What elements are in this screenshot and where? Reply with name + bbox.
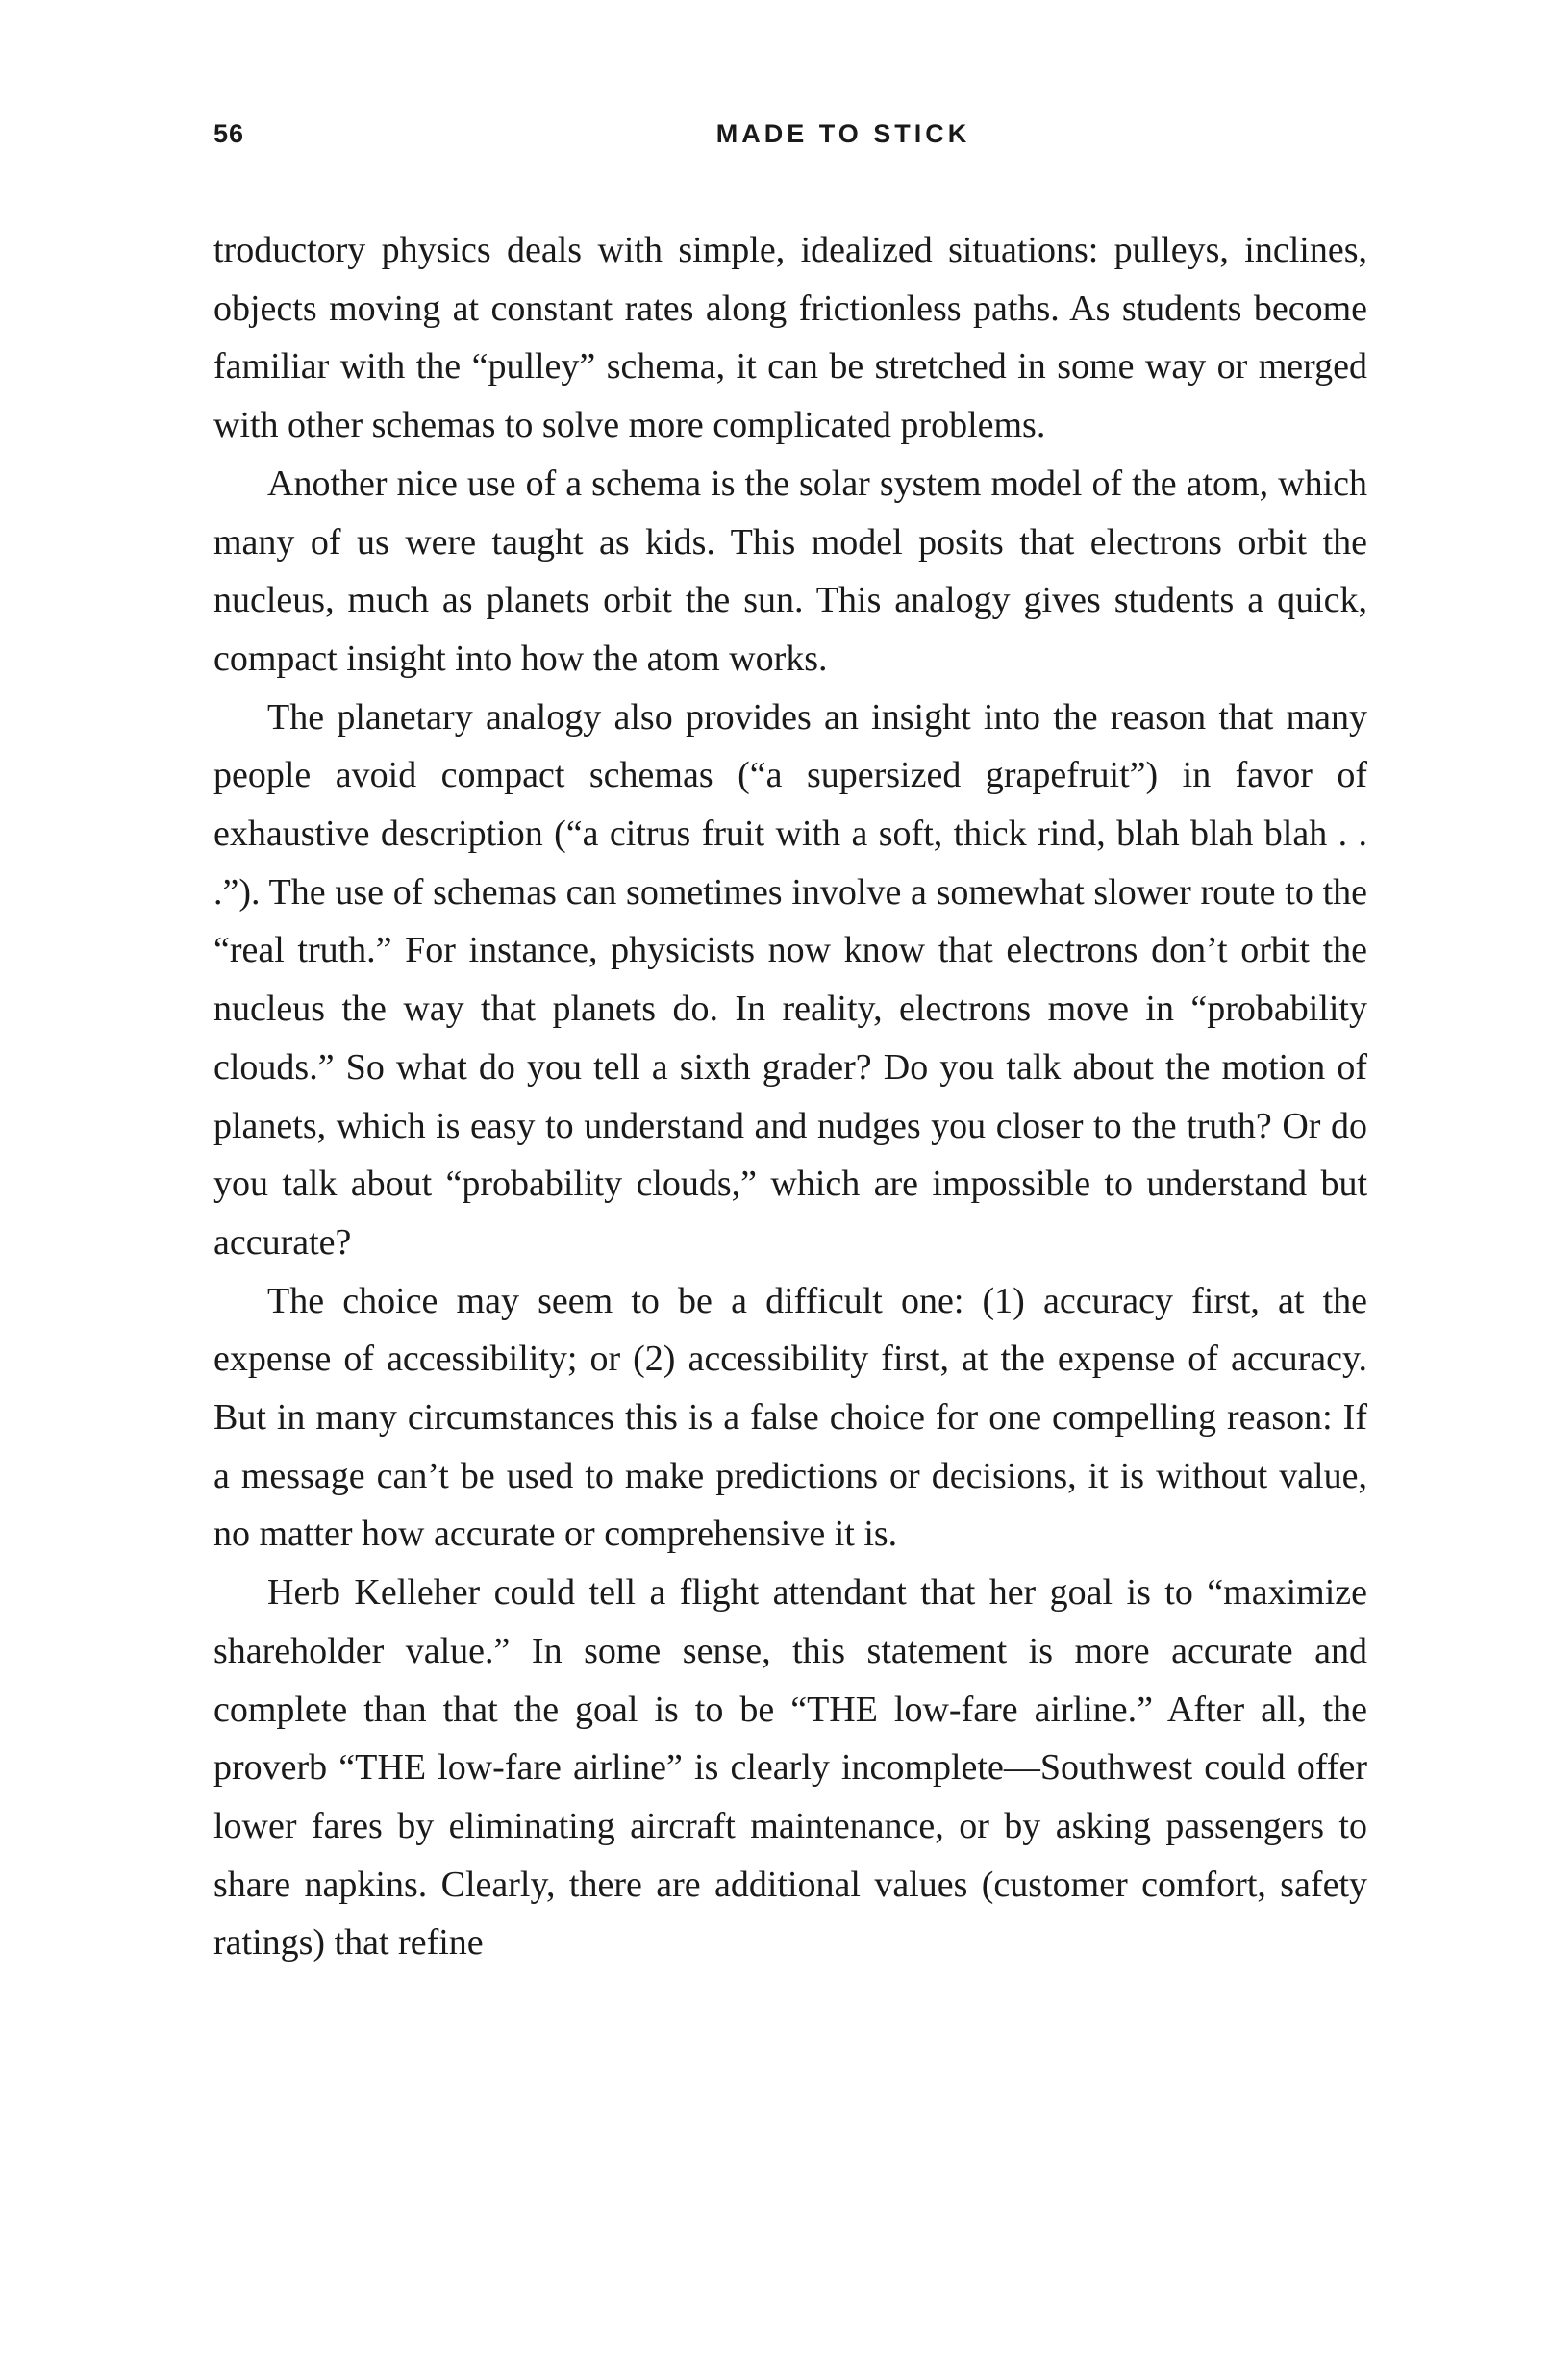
- running-head: [213, 119, 1367, 158]
- book-title: MADE TO STICK: [715, 119, 971, 148]
- body-text: [213, 221, 1367, 1972]
- paragraph-solar-system: Another nice use of a schema is the solar system model of the atom, which many of us were taught as kids. This model posits that electrons orbit the nucleus, much as planets orbit the sun. This analogy gives students a quick, compact insight into how the atom works.: [213, 463, 1367, 679]
- paragraph-choice: The choice may seem to be a difficult one: (1) accuracy first, at the expense of accessibility; or (2) accessibility first, at the expense of accuracy. But in many circumstances this is a false choice for one compelling reason: If a message can’t be used to make predictions or decisions, it is without value, no matter how accurate or comprehensive it is.: [213, 1280, 1367, 1555]
- page-number: 56: [213, 119, 245, 148]
- paragraph-herb-kelleher: Herb Kelleher could tell a flight attendant that her goal is to “maximize shareholder value.” In some sense, this statement is more accurate and complete than that the goal is to be “THE low-fare airline.” After all, the proverb “THE low-fare airline” is clearly incomplete—Southwest could offer lower fares by eliminating aircraft maintenance, or by asking passengers to share napkins. Clearly, there are additional values (customer comfort, safety ratings) that refine: [213, 1572, 1367, 1964]
- paragraph-continued: troductory physics deals with simple, idealized situations: pulleys, inclines, objects moving at constant rates along frictionless paths. As students become familiar with the “pulley” schema, it can be stretched in some way or merged with other schemas to solve more complicated problems.: [213, 230, 1367, 446]
- paragraph-planetary-analogy: The planetary analogy also provides an insight into the reason that many people avoid compact schemas (“a supersized grapefruit”) in favor of exhaustive description (“a citrus fruit with a soft, thick rind, blah blah blah . . .”). The use of schemas can sometimes involve a somewhat slower route to the “real truth.” For instance, physicists now know that electrons don’t orbit the nucleus the way that planets do. In reality, electrons move in “probability clouds.” So what do you tell a sixth grader? Do you talk about the motion of planets, which is easy to understand and nudges you closer to the truth? Or do you talk about “probability clouds,” which are impossible to understand but accurate?: [213, 696, 1367, 1263]
